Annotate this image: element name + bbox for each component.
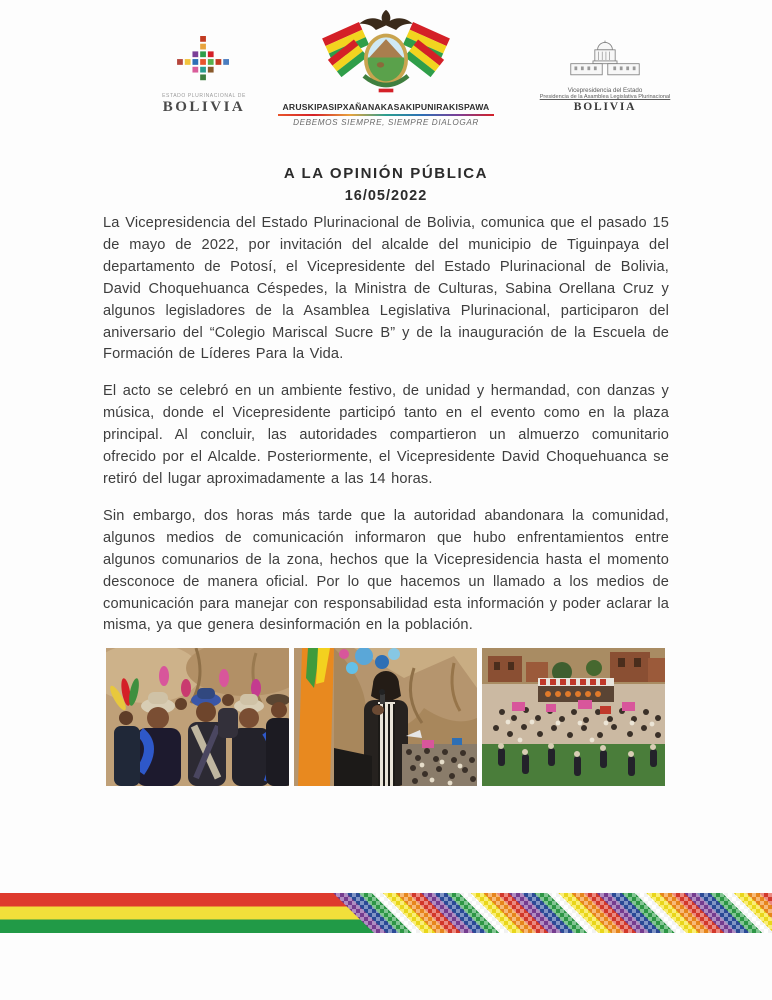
wiphala-pattern: [324, 893, 772, 933]
coat-of-arms-logo: [246, 8, 526, 127]
left-logo-small-text: ESTADO PLURINACIONAL DE: [162, 93, 246, 99]
photo-vicepresident-speaking: [294, 648, 477, 786]
page-title: A LA OPINIÓN PÚBLICA: [283, 165, 489, 182]
footer-banner: [0, 893, 772, 933]
paragraph-1: La Vicepresidencia del Estado Plurinacional de Bolivia, comunica que el pasado 15 de mayo de 2022, por invitación del alcalde del municipio de Tiguinpaya del departamento de Potosí, el Vicepresidente del Estado Plurinacional de Bolivia, David Choquehuanca Céspedes, la Ministra de Culturas, Sabina Orellana Cruz y algunos legisladores de la Asamblea Legislativa Plurinacional, participaron del aniversario del “Colegio Mariscal Sucre B” y de la inauguración de la Escuela de Formación de Líderes Para la Vida.: [103, 215, 669, 363]
paragraph-3: Sin embargo, dos horas más tarde que la autoridad abandonara la comunidad, algunos medios de comunicación informaron que hubo enfrentamientos entre algunos comunarios de la zona, hechos que la Vicepresidencia hasta el momento desconoce de manera oficial. Por lo que hacemos un llamado a los medios de comunicación para manejar con responsabilidad esta información y poder aclarar la misma, ya que genera desinformación en la población.: [103, 507, 669, 634]
right-logo-line2: Presidencia de la Asamblea Legislativa Plurinacional: [539, 94, 671, 100]
photo-crowd-traditional-dress: [106, 648, 289, 786]
right-logo-line1: Vicepresidencia del Estado: [567, 87, 643, 94]
aymara-phrase: ARUSKIPASIPXAÑANAKASAKIPUNIRAKISPAWA: [282, 102, 490, 112]
document-body: [103, 213, 669, 652]
document-date: 16/05/2022: [344, 188, 428, 204]
bolivia-chakana-logo: [148, 36, 260, 116]
rainbow-underline: [278, 114, 494, 117]
vicepresidencia-logo: [538, 40, 672, 113]
bolivia-flag-stripes: [0, 893, 374, 933]
left-logo-country: BOLIVIA: [162, 99, 246, 115]
motto-text: DEBEMOS SIEMPRE, SIEMPRE DIALOGAR: [293, 118, 479, 127]
legislative-palace-icon: [568, 40, 642, 80]
right-logo-country: BOLIVIA: [573, 101, 637, 113]
paragraph-2: El acto se celebró en un ambiente festivo, de unidad y hermandad, con danzas y música, donde el Vicepresidente participó tanto en el evento como en la plaza principal. Al concluir, las autoridades compartieron un almuerzo comunitario ofrecido por el Alcalde. Posteriormente, el Vicepresidente David Choquehuanca se retiró del lugar aproximadamente a las 14 horas.: [103, 383, 669, 487]
photo-strip: [106, 648, 665, 786]
bolivia-coat-of-arms-icon: [306, 8, 466, 96]
chakana-icon: [173, 36, 235, 86]
photo-plaza-gathering: [482, 648, 665, 786]
